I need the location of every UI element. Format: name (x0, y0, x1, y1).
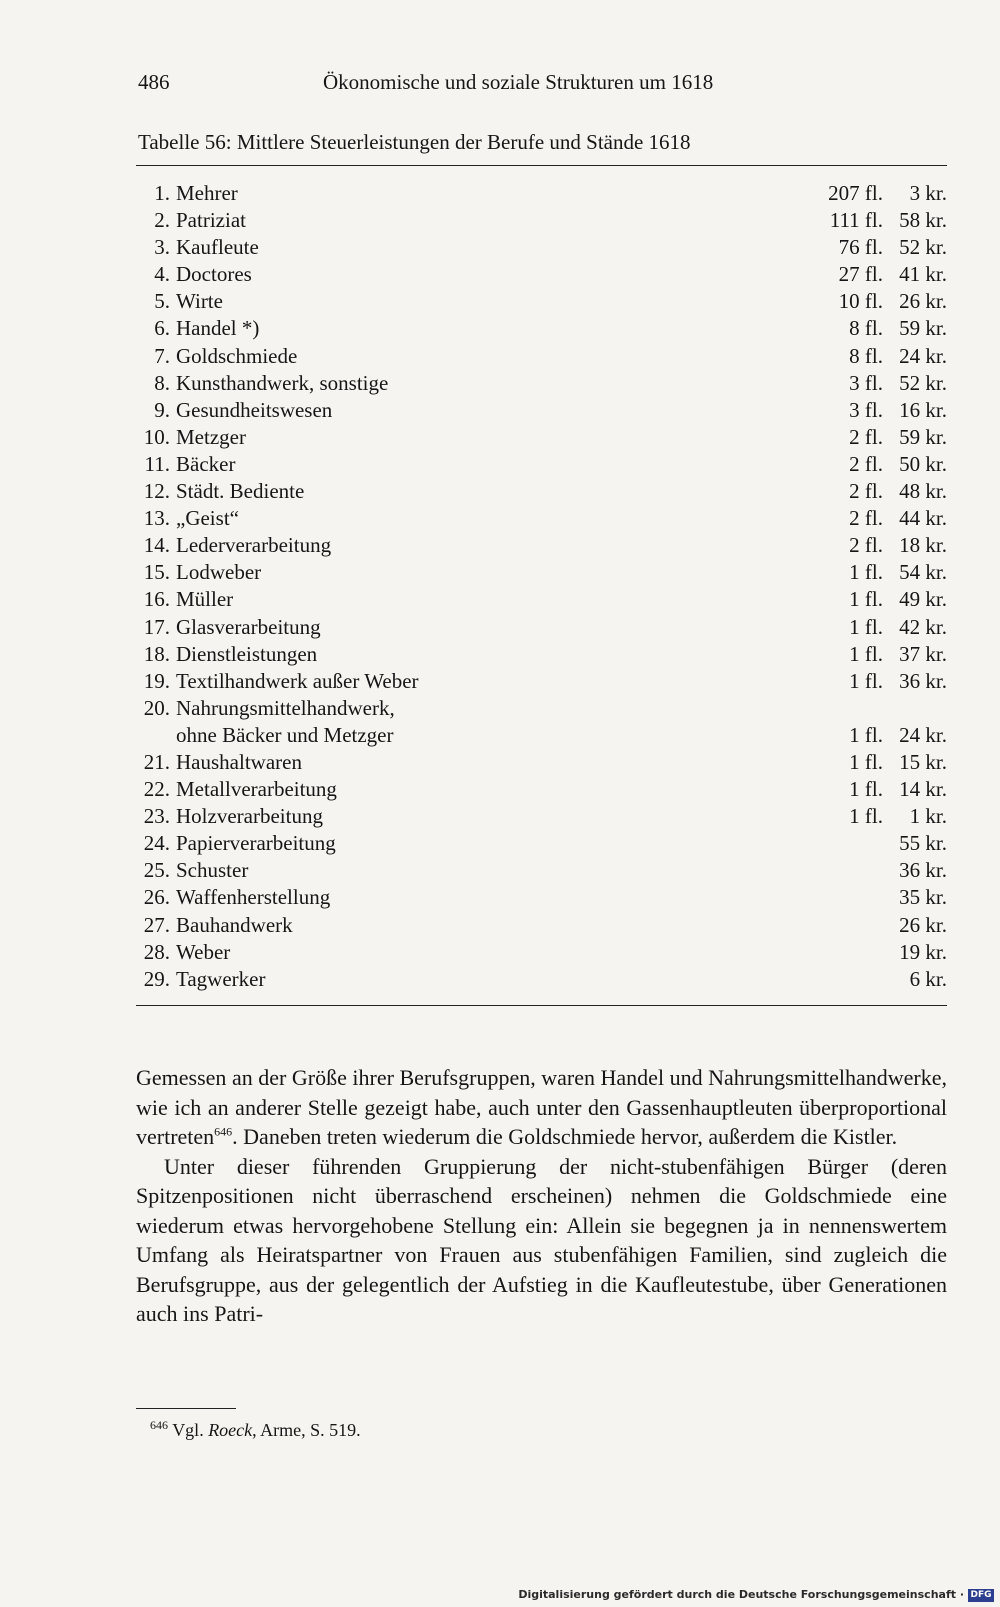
row-gulden: 1 fl. (849, 777, 883, 802)
table-row (136, 857, 947, 884)
table-row (136, 559, 947, 586)
row-gulden: 1 fl. (849, 804, 883, 829)
row-kreuzer: 18 kr. (899, 533, 947, 558)
row-gulden: 10 fl. (838, 289, 883, 314)
row-number: 3. (154, 235, 170, 260)
footnote (150, 1418, 361, 1441)
row-kreuzer: 3 kr. (909, 181, 947, 205)
row-number: 7. (154, 343, 170, 368)
row-label: Weber (176, 939, 231, 964)
row-gulden: 2 fl. (849, 479, 883, 504)
row-kreuzer: 44 kr. (899, 506, 947, 531)
row-number: 20. (143, 695, 170, 720)
row-gulden: 1 fl. (849, 587, 883, 612)
row-label: Dienstleistungen (176, 641, 318, 666)
tax-table (136, 180, 947, 993)
table-row (136, 505, 947, 532)
row-label: Lodweber (176, 560, 262, 585)
paragraph-1-text: Gemessen an der Größe ihrer Berufsgruppen, waren Handel und Nahrungsmittelhandwerke, wie ich an anderer Stelle gezeigt habe, auch unter den Gassenhauptleuten überproportional vertreten (136, 1065, 947, 1149)
row-kreuzer: 1 kr. (909, 804, 947, 829)
row-label: Handel *) (176, 316, 260, 341)
table-row (136, 424, 947, 451)
row-number: 9. (154, 397, 170, 422)
table-row (136, 532, 947, 559)
row-number: 5. (154, 289, 170, 314)
running-title: Ökonomische und soziale Strukturen um 1618 (323, 70, 714, 94)
row-kreuzer: 54 kr. (899, 560, 947, 585)
row-number: 10. (143, 424, 170, 449)
row-label: Wirte (176, 289, 223, 314)
table-row (136, 939, 947, 966)
row-gulden: 207 fl. (828, 181, 883, 205)
row-gulden: 2 fl. (849, 506, 883, 531)
row-kreuzer: 26 kr. (899, 912, 947, 937)
table-row (136, 966, 947, 993)
row-number: 4. (154, 262, 170, 287)
dfg-logo-icon: DFG (968, 1589, 994, 1602)
row-label: Haushaltwaren (176, 749, 302, 774)
page-number: 486 (138, 70, 170, 94)
table-row (136, 884, 947, 911)
row-label: Gesundheitswesen (176, 397, 333, 422)
row-label: Kaufleute (176, 235, 259, 260)
row-label: Waffenherstellung (176, 885, 331, 910)
row-gulden: 8 fl. (849, 343, 883, 368)
footnote-prefix: Vgl. (172, 1420, 209, 1440)
row-kreuzer: 55 kr. (899, 831, 947, 856)
body-text (136, 1063, 947, 1329)
row-gulden: 1 fl. (849, 614, 883, 639)
table-row (136, 668, 947, 695)
table-row (136, 343, 947, 370)
row-gulden: 2 fl. (849, 533, 883, 558)
row-number: 17. (143, 614, 170, 639)
row-kreuzer: 24 kr. (899, 722, 947, 747)
table-row (136, 830, 947, 857)
row-label: Schuster (176, 858, 249, 883)
row-kreuzer: 49 kr. (899, 587, 947, 612)
row-label: Goldschmiede (176, 343, 298, 368)
row-label: Tagwerker (176, 966, 266, 991)
row-label: Glasverarbeitung (176, 614, 321, 639)
row-kreuzer: 52 kr. (899, 235, 947, 260)
row-gulden: 1 fl. (849, 722, 883, 747)
row-label: Müller (176, 587, 234, 612)
row-kreuzer: 36 kr. (899, 858, 947, 883)
row-kreuzer: 52 kr. (899, 370, 947, 395)
row-kreuzer: 37 kr. (899, 641, 947, 666)
row-kreuzer: 58 kr. (899, 208, 947, 233)
table-row (136, 261, 947, 288)
row-kreuzer: 59 kr. (899, 316, 947, 341)
paragraph-2: Unter dieser führenden Gruppierung der nicht-stubenfähigen Bürger (deren Spitzenpositionen nicht überraschend erscheinen) nehmen die Goldschmiede eine wiederum etwas hervorgehobene Stellung ein: Allein sie begegnen ja in nennenswertem Umfang als Heiratspartner von Frauen aus stubenfähigen Familien, sind zugleich die Berufsgruppe, aus der gelegentlich der Aufstieg in die Kaufleutestube, über Generationen auch ins Patri- (136, 1153, 947, 1326)
row-number: 19. (143, 668, 170, 693)
row-number: 22. (143, 777, 170, 802)
scan-credit: Digitalisierung gefördert durch die Deutsche Forschungsgemeinschaft · (518, 1588, 964, 1601)
footnote-mark: 646 (150, 1418, 168, 1432)
footnote-rule (136, 1408, 236, 1409)
row-kreuzer: 24 kr. (899, 343, 947, 368)
row-gulden: 1 fl. (849, 668, 883, 693)
table-row (136, 315, 947, 342)
row-kreuzer: 48 kr. (899, 479, 947, 504)
paragraph-1 (136, 1063, 947, 1152)
table-row (136, 234, 947, 261)
table-row (136, 695, 947, 722)
table-row (136, 397, 947, 424)
table-row (136, 180, 947, 207)
row-label: „Geist“ (176, 506, 239, 531)
row-label: Städt. Bediente (176, 479, 305, 504)
row-kreuzer: 59 kr. (899, 424, 947, 449)
row-gulden: 1 fl. (849, 749, 883, 774)
row-label: Lederverarbeitung (176, 533, 332, 558)
row-kreuzer: 19 kr. (899, 939, 947, 964)
row-kreuzer: 26 kr. (899, 289, 947, 314)
table-row (136, 614, 947, 641)
row-kreuzer: 15 kr. (899, 749, 947, 774)
row-number: 25. (143, 858, 170, 883)
table-row (136, 586, 947, 613)
row-label: Nahrungsmittelhandwerk, (176, 695, 395, 720)
row-gulden: 1 fl. (849, 641, 883, 666)
row-label: Metallverarbeitung (176, 777, 337, 802)
row-label: Metzger (176, 424, 246, 449)
footnote-author: Roeck (208, 1420, 253, 1440)
row-gulden: 2 fl. (849, 424, 883, 449)
row-number: 15. (143, 560, 170, 585)
row-kreuzer: 50 kr. (899, 451, 947, 476)
row-number: 12. (143, 479, 170, 504)
table-row (136, 776, 947, 803)
row-label: Holzverarbeitung (176, 804, 323, 829)
paragraph-1-tail: . Daneben treten wiederum die Goldschmiede hervor, außerdem die Kistler. (232, 1124, 898, 1149)
row-number: 8. (154, 370, 170, 395)
table-row (136, 803, 947, 830)
row-number: 1. (154, 181, 170, 205)
row-label: Kunsthandwerk, sonstige (176, 370, 389, 395)
row-number: 13. (143, 506, 170, 531)
row-label: Bäcker (176, 451, 236, 476)
row-label: Patriziat (176, 208, 246, 233)
row-number: 2. (154, 208, 170, 233)
row-number: 29. (143, 966, 170, 991)
row-kreuzer: 42 kr. (899, 614, 947, 639)
table-row (136, 722, 947, 749)
row-label: ohne Bäcker und Metzger (176, 722, 394, 747)
row-number: 26. (143, 885, 170, 910)
row-number: 11. (144, 451, 170, 476)
table-bottom-rule (136, 1005, 947, 1006)
table-row (136, 478, 947, 505)
footnote-rest: , Arme, S. 519. (252, 1420, 361, 1440)
row-gulden: 27 fl. (838, 262, 883, 287)
row-label: Papierverarbeitung (176, 831, 336, 856)
row-kreuzer: 35 kr. (899, 885, 947, 910)
row-kreuzer: 16 kr. (899, 397, 947, 422)
row-gulden: 8 fl. (849, 316, 883, 341)
row-gulden: 3 fl. (849, 397, 883, 422)
row-gulden: 3 fl. (849, 370, 883, 395)
row-label: Mehrer (176, 181, 238, 205)
row-label: Textilhandwerk außer Weber (176, 668, 419, 693)
table-row (136, 912, 947, 939)
row-label: Doctores (176, 262, 252, 287)
row-kreuzer: 36 kr. (899, 668, 947, 693)
row-gulden: 76 fl. (838, 235, 883, 260)
row-number: 16. (143, 587, 170, 612)
row-number: 14. (143, 533, 170, 558)
table-caption: Tabelle 56: Mittlere Steuerleistungen der Berufe und Stände 1618 (138, 130, 691, 154)
row-number: 6. (154, 316, 170, 341)
row-label: Bauhandwerk (176, 912, 293, 937)
row-gulden: 1 fl. (849, 560, 883, 585)
row-gulden: 2 fl. (849, 451, 883, 476)
row-number: 24. (143, 831, 170, 856)
row-number: 27. (143, 912, 170, 937)
row-number: 23. (143, 804, 170, 829)
table-top-rule (136, 165, 947, 166)
table-row (136, 749, 947, 776)
table-row (136, 451, 947, 478)
row-number: 28. (143, 939, 170, 964)
table-row (136, 288, 947, 315)
table-row (136, 370, 947, 397)
row-number: 18. (143, 641, 170, 666)
footnote-reference: 646 (214, 1124, 233, 1139)
row-kreuzer: 14 kr. (899, 777, 947, 802)
row-kreuzer: 41 kr. (899, 262, 947, 287)
row-number: 21. (143, 749, 170, 774)
row-kreuzer: 6 kr. (909, 966, 947, 991)
table-row (136, 207, 947, 234)
row-gulden: 111 fl. (829, 208, 883, 233)
table-row (136, 641, 947, 668)
